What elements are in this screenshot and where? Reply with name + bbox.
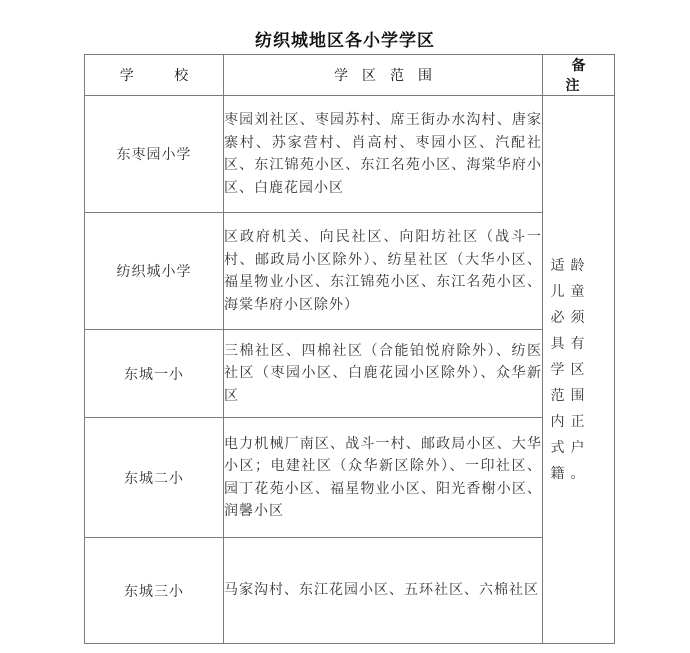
header-school: 学 校: [85, 55, 224, 96]
school-name: 东城二小: [85, 418, 224, 538]
school-name: 东城三小: [85, 538, 224, 644]
district-scope: 区政府机关、向民社区、向阳坊社区（战斗一村、邮政局小区除外）、纺星社区（大华小区、福星物业小区、东江锦苑小区、东江名苑小区、海棠华府小区除外）: [224, 213, 543, 330]
header-note: 备 注: [543, 55, 615, 96]
school-name: 东枣园小学: [85, 96, 224, 213]
district-scope: 三棉社区、四棉社区（合能铂悦府除外）、纺医社区（枣园小区、白鹿花园小区除外）、众华新区: [224, 330, 543, 418]
table-row: [85, 330, 615, 418]
school-name: 东城一小: [85, 330, 224, 418]
note-cell: [543, 96, 615, 644]
table-row: [85, 538, 615, 644]
header-scope: 学区范围: [224, 55, 543, 96]
district-scope: 枣园刘社区、枣园苏村、席王街办水沟村、唐家寨村、苏家营村、肖高村、枣园小区、汽配社区、东江锦苑小区、东江名苑小区、海棠华府小区、白鹿花园小区: [224, 96, 543, 213]
note-text: 适龄儿童必须具有学区范围内正式户籍。: [550, 257, 591, 482]
district-scope: 马家沟村、东江花园小区、五环社区、六棉社区: [224, 538, 543, 644]
table-row: [85, 418, 615, 538]
district-scope: 电力机械厂南区、战斗一村、邮政局小区、大华小区；电建社区（众华新区除外）、一印社区、园丁花苑小区、福星物业小区、阳光香榭小区、润馨小区: [224, 418, 543, 538]
school-name: 纺织城小学: [85, 213, 224, 330]
school-district-table: [84, 54, 615, 644]
table-row: [85, 96, 615, 213]
table-row: [85, 213, 615, 330]
table-header-row: [85, 55, 615, 96]
document-title: 纺织城地区各小学学区: [255, 31, 435, 51]
